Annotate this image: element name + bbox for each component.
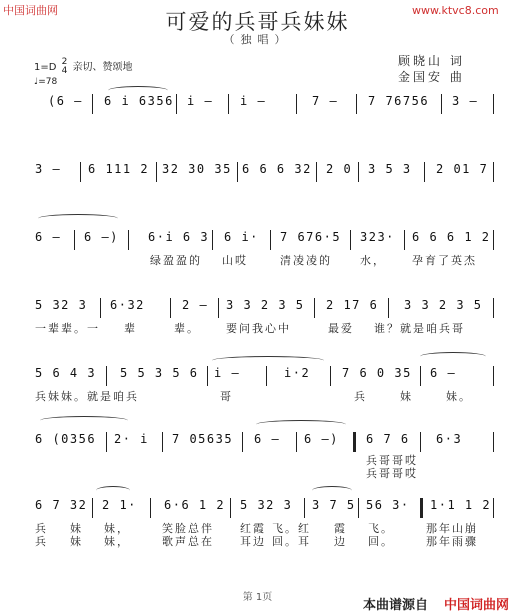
lyricist-credit: 顾晓山 词 xyxy=(398,54,465,68)
barline xyxy=(106,432,107,452)
barline xyxy=(314,298,315,318)
barline xyxy=(242,432,243,452)
slur xyxy=(40,416,128,425)
lyric: 水， xyxy=(360,254,386,267)
barline xyxy=(128,230,129,250)
measure: (6 – xyxy=(48,94,83,108)
lyric: 清凌凌的 xyxy=(280,254,332,267)
measure: 5 32 3 xyxy=(240,498,293,512)
barline xyxy=(296,94,297,114)
lyric: 妹 xyxy=(70,522,83,535)
lyric: 飞。红 xyxy=(272,522,311,535)
lyric: 那年雨骤 xyxy=(426,535,478,548)
score-row-2 xyxy=(0,160,515,186)
barline xyxy=(296,432,297,452)
slur xyxy=(96,486,130,495)
lyric: 兵妹妹。就是咱兵 xyxy=(35,390,139,403)
slur xyxy=(38,214,118,223)
lyric: 辈 xyxy=(124,322,137,335)
lyric: 红霞 xyxy=(240,522,266,535)
measure: 6 i 6356 xyxy=(104,94,174,108)
measure: 56 3· xyxy=(366,498,410,512)
barline xyxy=(493,498,494,518)
lyric: 兵 xyxy=(35,535,48,548)
lyric: 兵 xyxy=(35,522,48,535)
song-title: 可爱的兵哥兵妹妹 xyxy=(165,10,350,34)
key-prefix: 1= xyxy=(34,62,49,73)
measure: 7 676·5 xyxy=(280,230,342,244)
lyric: 山哎 xyxy=(222,254,248,267)
barline xyxy=(207,366,208,386)
measure: 6·i 6 3 xyxy=(148,230,210,244)
barline xyxy=(420,432,421,452)
slur xyxy=(312,486,352,495)
barline xyxy=(388,298,389,318)
score-row-6 xyxy=(0,430,515,480)
barline xyxy=(228,94,229,114)
measure: 6 – xyxy=(254,432,281,446)
barline xyxy=(493,298,494,318)
barline xyxy=(170,298,171,318)
lyric: 一辈辈。一 xyxy=(35,322,100,335)
barline xyxy=(74,230,75,250)
measure: 6 6 6 1 2 xyxy=(412,230,491,244)
measure: 6·3 xyxy=(436,432,463,446)
barline xyxy=(212,230,213,250)
measure: 2· i xyxy=(114,432,149,446)
barline xyxy=(493,366,494,386)
tempo-mark: ♩=78 xyxy=(34,77,58,87)
barline xyxy=(493,162,494,182)
measure: 5 32 3 xyxy=(35,298,88,312)
key-signature xyxy=(34,58,133,76)
repeat-barline xyxy=(353,432,356,452)
barline xyxy=(237,162,238,182)
measure: 2 1· xyxy=(102,498,137,512)
measure: 2 – xyxy=(182,298,209,312)
measure: i – xyxy=(214,366,241,380)
barline xyxy=(493,432,494,452)
score-row-5 xyxy=(0,364,515,403)
measure: 6 i· xyxy=(224,230,259,244)
measure: 1·1 1 2 xyxy=(430,498,492,512)
barline xyxy=(106,366,107,386)
measure: 6 111 2 xyxy=(88,162,150,176)
measure: 2 01 7 xyxy=(436,162,489,176)
barline xyxy=(92,498,93,518)
lyric: 兵 xyxy=(354,390,367,403)
lyric: 兵哥哥哎 xyxy=(366,454,418,467)
score-row-1 xyxy=(0,92,515,118)
barline xyxy=(493,230,494,250)
composer-credit: 金国安 曲 xyxy=(398,70,465,84)
measure: 3 3 2 3 5 xyxy=(404,298,483,312)
measure: 6 – xyxy=(35,230,62,244)
measure: 323· xyxy=(360,230,395,244)
page-number: 第 1页 xyxy=(242,592,273,603)
lyric: 回。耳 xyxy=(272,535,311,548)
time-denominator: 4 xyxy=(61,66,68,76)
barline xyxy=(150,498,151,518)
lyric: 最爱 xyxy=(328,322,354,335)
score-row-4 xyxy=(0,296,515,335)
measure: 6 7 32 xyxy=(35,498,88,512)
measure: i – xyxy=(187,94,214,108)
measure: 6·6 1 2 xyxy=(164,498,226,512)
lyric: 笑脸总伴 xyxy=(162,522,214,535)
time-numerator: 2 xyxy=(61,57,68,67)
barline xyxy=(420,366,421,386)
measure: 7 76756 xyxy=(368,94,430,108)
measure: 3 5 3 xyxy=(368,162,412,176)
measure: 6 –) xyxy=(304,432,339,446)
watermark-right[interactable]: www.ktvc8.com xyxy=(412,4,499,17)
source-label: 本曲谱源自 xyxy=(363,598,429,613)
barline xyxy=(350,230,351,250)
barline xyxy=(92,94,93,114)
slur xyxy=(256,420,346,429)
barline xyxy=(80,162,81,182)
measure: 32 30 35 xyxy=(162,162,232,176)
measure: i – xyxy=(240,94,267,108)
key-note: D xyxy=(48,62,57,73)
barline xyxy=(156,162,157,182)
barline xyxy=(358,498,359,518)
measure: 7 – xyxy=(312,94,339,108)
measure: 5 6 4 3 xyxy=(35,366,97,380)
barline xyxy=(218,298,219,318)
barline xyxy=(100,298,101,318)
time-signature xyxy=(62,58,68,76)
barline xyxy=(230,498,231,518)
brand-label[interactable]: 中国词曲网 xyxy=(444,598,510,613)
measure: 6 6 6 32 xyxy=(242,162,312,176)
lyric: 孕育了英杰 xyxy=(412,254,477,267)
expression-mark: 亲切、赞颂地 xyxy=(72,62,133,73)
measure: 3 3 2 3 5 xyxy=(226,298,305,312)
barline xyxy=(270,230,271,250)
lyric: 谁？就是咱兵哥 xyxy=(374,322,465,335)
lyric: 霞 xyxy=(334,522,347,535)
measure: 3 – xyxy=(35,162,62,176)
lyric: 绿盈盈的 xyxy=(150,254,202,267)
lyric: 飞。 xyxy=(368,522,394,535)
barline xyxy=(404,230,405,250)
lyric: 妹， xyxy=(104,522,130,535)
song-subtitle: （独唱） xyxy=(223,33,292,46)
slur xyxy=(212,356,324,365)
lyric: 边 xyxy=(334,535,347,548)
barline xyxy=(176,94,177,114)
measure: 6 (0356 xyxy=(35,432,97,446)
score-row-3 xyxy=(0,228,515,267)
measure: 5 5 3 5 6 xyxy=(120,366,199,380)
repeat-barline xyxy=(420,498,423,518)
barline xyxy=(424,162,425,182)
lyric: 妹 xyxy=(70,535,83,548)
barline xyxy=(441,94,442,114)
lyric: 歌声总在 xyxy=(162,535,214,548)
watermark-left: 中国词曲网 xyxy=(3,4,58,17)
measure: 2 0 xyxy=(326,162,353,176)
measure: 7 05635 xyxy=(172,432,234,446)
lyric: 回。 xyxy=(368,535,394,548)
lyric: 妹 xyxy=(400,390,413,403)
measure: 3 – xyxy=(452,94,479,108)
measure: 7 6 0 35 xyxy=(342,366,412,380)
slur xyxy=(420,352,486,361)
barline xyxy=(493,94,494,114)
lyric: 哥 xyxy=(220,390,233,403)
measure: 6 – xyxy=(430,366,457,380)
lyric: 妹， xyxy=(104,535,130,548)
barline xyxy=(266,366,267,386)
measure: 6 7 6 xyxy=(366,432,410,446)
barline xyxy=(330,366,331,386)
barline xyxy=(162,432,163,452)
lyric: 妹。 xyxy=(446,390,472,403)
lyric: 要问我心中 xyxy=(226,322,291,335)
lyric: 那年山崩 xyxy=(426,522,478,535)
score-row-7 xyxy=(0,496,515,548)
barline xyxy=(356,94,357,114)
measure: 2 17 6 xyxy=(326,298,379,312)
barline xyxy=(358,162,359,182)
lyric: 辈。 xyxy=(174,322,200,335)
measure: 6·32 xyxy=(110,298,145,312)
lyric: 耳边 xyxy=(240,535,266,548)
barline xyxy=(304,498,305,518)
measure: 3 7 5 xyxy=(312,498,356,512)
barline xyxy=(316,162,317,182)
measure: i·2 xyxy=(284,366,311,380)
lyric: 兵哥哥哎 xyxy=(366,467,418,480)
measure: 6 –) xyxy=(84,230,119,244)
